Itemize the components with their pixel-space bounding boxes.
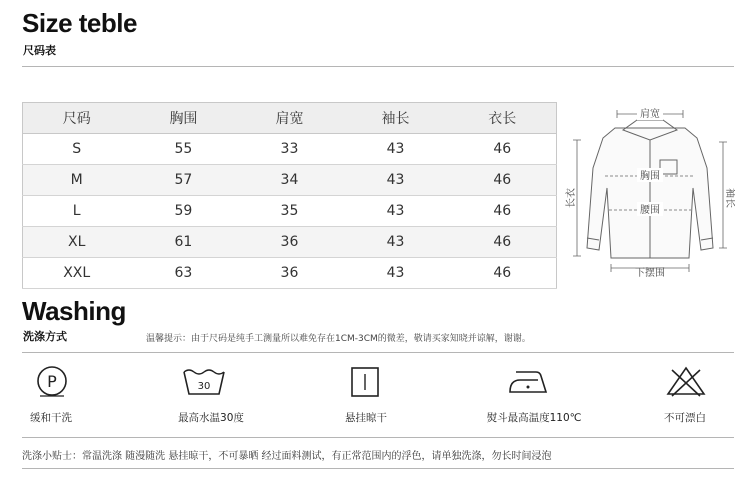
header-length: 衣长	[449, 103, 557, 134]
table-cell: M	[23, 165, 131, 196]
table-cell: 46	[449, 134, 557, 165]
length-label: 长衣	[566, 188, 577, 208]
size-divider	[22, 66, 734, 67]
table-cell: XXL	[23, 258, 131, 289]
care-label-no-bleach: 不可漂白	[664, 412, 706, 424]
washing-subtitle: 洗涤方式	[23, 330, 67, 343]
table-cell: 43	[342, 258, 448, 289]
table-cell: 46	[449, 196, 557, 227]
table-cell: 57	[130, 165, 236, 196]
shoulder-label: 肩宽	[640, 109, 660, 120]
sleeve-label: 袖长	[724, 188, 735, 208]
care-label-iron: 熨斗最高温度110℃	[486, 412, 582, 424]
table-cell: XL	[23, 227, 131, 258]
shirt-diagram	[565, 98, 735, 278]
table-cell: 46	[449, 227, 557, 258]
size-table	[22, 102, 557, 289]
no-bleach-icon	[664, 364, 708, 398]
washing-divider	[22, 352, 734, 353]
table-cell: S	[23, 134, 131, 165]
table-row	[23, 227, 557, 258]
svg-text:P: P	[47, 372, 57, 391]
header-chest: 胸围	[130, 103, 236, 134]
care-label-wash-temp: 最高水温30度	[178, 412, 244, 424]
table-cell: 63	[130, 258, 236, 289]
wash-tub-icon	[182, 364, 226, 398]
table-cell: 36	[236, 227, 342, 258]
size-table-header-row	[23, 103, 557, 134]
table-cell: L	[23, 196, 131, 227]
header-sleeve: 袖长	[342, 103, 448, 134]
table-cell: 43	[342, 165, 448, 196]
size-title: Size teble	[22, 8, 137, 38]
waist-label: 腰围	[640, 205, 660, 216]
care-label-dry-clean: 缓和干洗	[30, 412, 72, 424]
chest-label: 胸围	[640, 171, 660, 182]
table-cell: 46	[449, 165, 557, 196]
care-item-hang-dry	[344, 364, 404, 404]
hang-dry-icon	[344, 364, 388, 398]
table-cell: 43	[342, 134, 448, 165]
bottom-divider	[22, 468, 734, 469]
wash-temp-value: 30	[197, 381, 211, 392]
table-cell: 36	[236, 258, 342, 289]
care-item-wash-temp	[182, 364, 242, 404]
washing-title: Washing	[22, 296, 126, 326]
table-row	[23, 258, 557, 289]
table-row	[23, 165, 557, 196]
table-row	[23, 196, 557, 227]
table-cell: 43	[342, 227, 448, 258]
size-subtitle: 尺码表	[23, 44, 56, 57]
table-cell: 59	[130, 196, 236, 227]
washing-tips: 洗涤小贴士：常温洗涤 随漫随洗 悬挂晾干，不可暴晒 经过面料测试，有正常范围内的浮色，请单独洗涤，勿长时间浸泡	[22, 451, 552, 462]
p-circle-icon	[30, 364, 74, 398]
care-label-hang-dry: 悬挂晾干	[345, 412, 387, 424]
measurement-notice: 温馨提示：由于尺码是纯手工测量所以难免存在1CM-3CM的微差，敬请买家知晓并谅解，谢谢。	[146, 334, 531, 344]
care-item-no-bleach	[664, 364, 724, 404]
table-row	[23, 134, 557, 165]
care-item-dry-clean	[22, 364, 82, 404]
iron-icon	[506, 364, 550, 398]
table-cell: 35	[236, 196, 342, 227]
header-shoulder: 肩宽	[236, 103, 342, 134]
hem-label: 下摆围	[635, 268, 665, 278]
header-size: 尺码	[23, 103, 131, 134]
table-cell: 55	[130, 134, 236, 165]
table-cell: 33	[236, 134, 342, 165]
table-cell: 43	[342, 196, 448, 227]
table-cell: 46	[449, 258, 557, 289]
care-divider	[22, 437, 734, 438]
care-item-iron	[506, 364, 566, 404]
table-cell: 34	[236, 165, 342, 196]
table-cell: 61	[130, 227, 236, 258]
